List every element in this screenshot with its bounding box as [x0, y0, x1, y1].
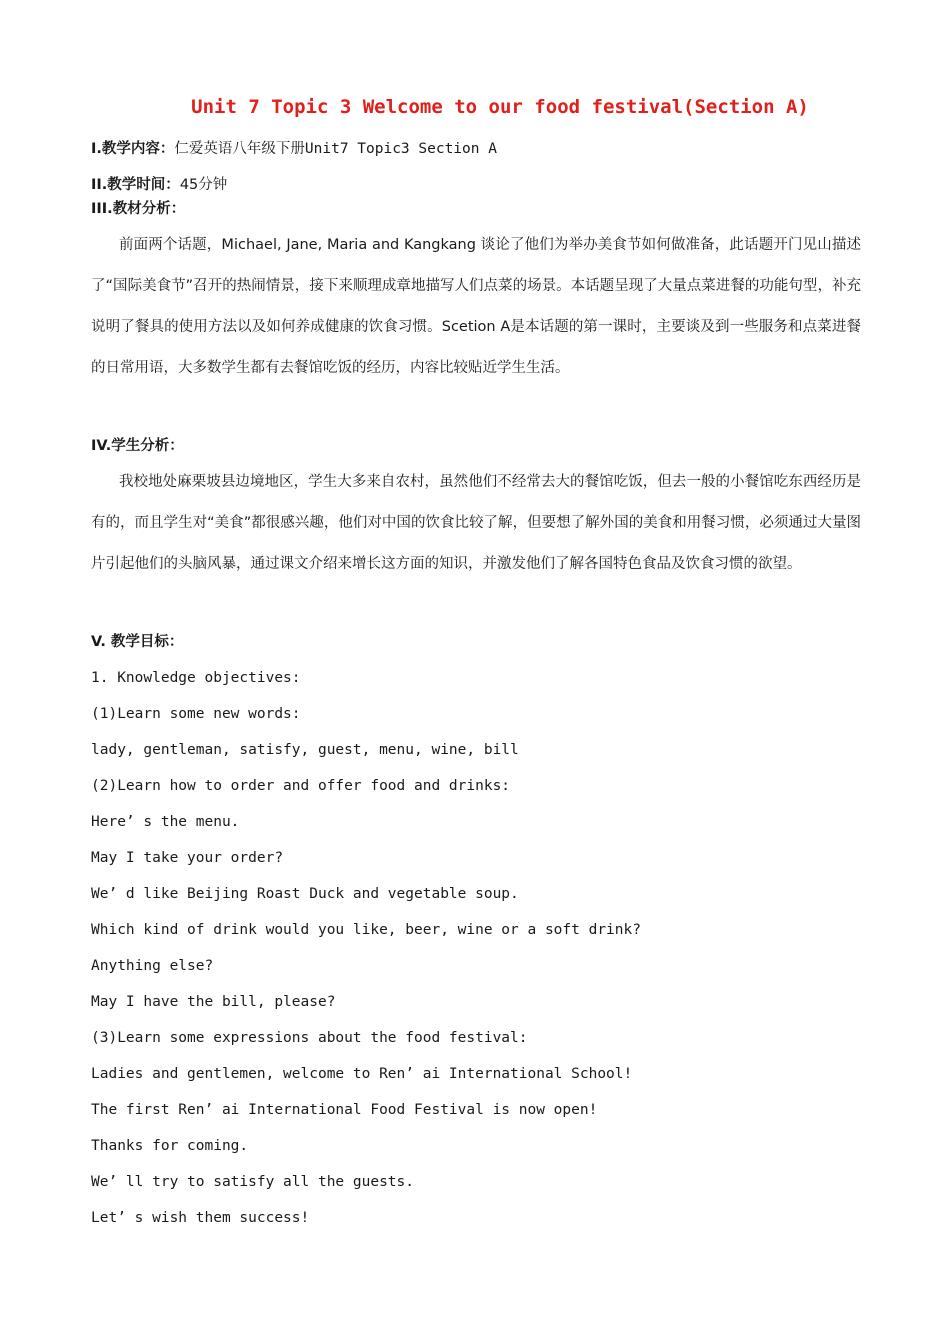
objective-line: Which kind of drink would you like, beer, wine or a soft drink? [91, 922, 641, 938]
objective-line: (3)Learn some expressions about the food festival: [91, 1030, 528, 1046]
section-label: II.教学时间： [91, 177, 180, 193]
objective-line: The first Ren’ ai International Food Festival is now open! [91, 1102, 598, 1118]
objective-line: We’ d like Beijing Roast Duck and vegetable soup. [91, 886, 519, 902]
objective-line: Ladies and gentlemen, welcome to Ren’ ai International School! [91, 1066, 633, 1082]
document-title: Unit 7 Topic 3 Welcome to our food festival(Section A) [191, 96, 809, 118]
section-student-analysis-label: IV.学生分析： [91, 438, 184, 454]
student-analysis-paragraph: 我校地处麻栗坡县边境地区，学生大多来自农村，虽然他们不经常去大的餐馆吃饭，但去一般的小餐馆吃东西经历是有的，而且学生对“美食”都很感兴趣，他们对中国的饮食比较了解，但要想了解外国的美食和用餐习惯，必须通过大量图片引起他们的头脑风暴，通过课文介绍来增长这方面的知识，并激发他们了解各国特色食品及饮食习惯的欲望。 [91, 474, 861, 572]
objective-line: May I take your order? [91, 850, 284, 866]
objective-line: Thanks for coming. [91, 1138, 249, 1154]
objective-line: Let’ s wish them success! [91, 1210, 310, 1226]
objective-line: 1. Knowledge objectives: [91, 670, 301, 686]
objective-line: Here’ s the menu. [91, 814, 240, 830]
section-material-analysis-label: III.教材分析： [91, 201, 186, 217]
section-value: 45分钟 [179, 177, 228, 193]
objective-line: We’ ll try to satisfy all the guests. [91, 1174, 415, 1190]
section-teaching-content [91, 139, 497, 159]
section-value: 仁爱英语八年级下册Unit7 Topic3 Section A [174, 141, 497, 157]
material-analysis-paragraph: 前面两个话题，Michael, Jane, Maria and Kangkang 谈论了他们为举办美食节如何做准备，此话题开门见山描述了“国际美食节”召开的热闹情景，接下来顺理成章地描写人们点菜的场景。本话题呈现了大量点菜进餐的功能句型，补充说明了餐具的使用方法以及如何养成健康的饮食习惯。Scetion A是本话题的第一课时，主要谈及到一些服务和点菜进餐的日常用语，大多数学生都有去餐馆吃饭的经历，内容比较贴近学生生活。 [91, 237, 861, 376]
objective-line: (2)Learn how to order and offer food and drinks: [91, 778, 511, 794]
objective-line: lady, gentleman, satisfy, guest, menu, wine, bill [91, 742, 519, 758]
objective-line: (1)Learn some new words: [91, 706, 301, 722]
section-label: I.教学内容： [91, 141, 175, 157]
objective-line: May I have the bill, please? [91, 994, 336, 1010]
section-teaching-time [91, 175, 227, 195]
section-objectives-label: V. 教学目标： [91, 634, 184, 650]
objective-line: Anything else? [91, 958, 214, 974]
